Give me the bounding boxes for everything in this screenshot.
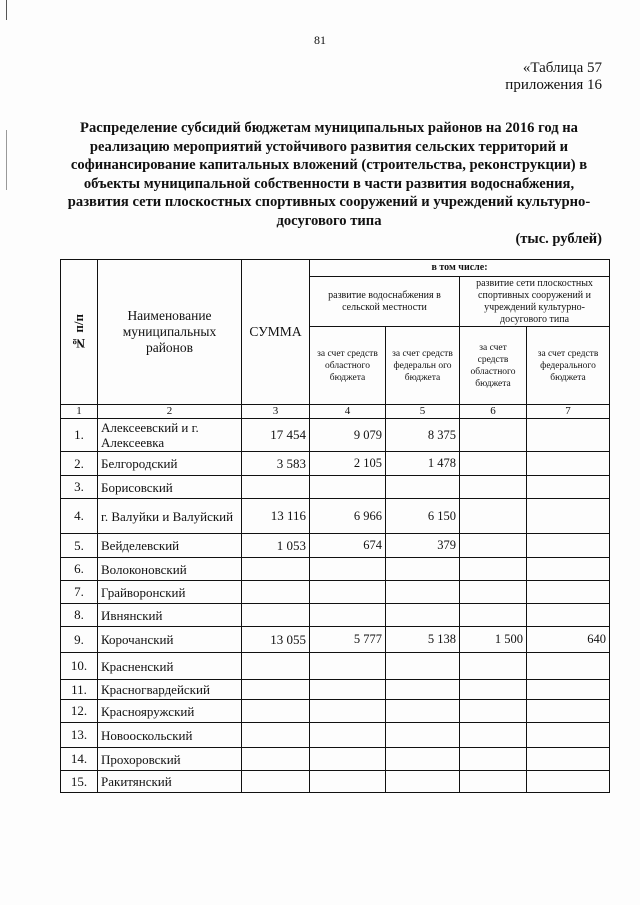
header-including: в том числе: (310, 260, 610, 277)
sports-regional-value (460, 653, 527, 680)
row-number: 15. (61, 771, 98, 793)
table-row (61, 653, 610, 680)
district-name: Грайворонский (98, 581, 242, 604)
district-name: Корочанский (98, 627, 242, 653)
sports-regional-value (460, 499, 527, 534)
column-number: 3 (242, 405, 310, 419)
table-row (61, 604, 610, 627)
water-federal-value (386, 604, 460, 627)
district-name: Красногвардейский (98, 680, 242, 700)
sum-value: 13 116 (242, 499, 310, 534)
column-number: 6 (460, 405, 527, 419)
table-reference-line1: «Таблица 57 (522, 60, 602, 76)
water-federal-value (386, 700, 460, 723)
water-regional-value (310, 723, 386, 748)
header-regional-budget: за счет средств областного бюджета (460, 327, 527, 405)
district-name: Ивнянский (98, 604, 242, 627)
district-name: Ракитянский (98, 771, 242, 793)
water-federal-value (386, 771, 460, 793)
sports-regional-value (460, 723, 527, 748)
row-number: 1. (61, 419, 98, 452)
table-row (61, 534, 610, 558)
water-federal-value: 8 375 (386, 419, 460, 452)
table-row (61, 452, 610, 476)
table-row (61, 419, 610, 452)
table-row (61, 476, 610, 499)
water-regional-value (310, 771, 386, 793)
sports-federal-value (527, 419, 610, 452)
scan-edge-mark (6, 130, 7, 190)
header-federal-budget: за счет средств федеральн ого бюджета (386, 327, 460, 405)
sum-value (242, 558, 310, 581)
column-number: 5 (386, 405, 460, 419)
sum-value: 1 053 (242, 534, 310, 558)
header-sports-culture: развитие сети плоскостных спортивных сооружений и учреждений культурно-досугового типа (460, 277, 610, 327)
district-name: Красненский (98, 653, 242, 680)
district-name: Борисовский (98, 476, 242, 499)
water-federal-value (386, 558, 460, 581)
water-federal-value (386, 581, 460, 604)
units-label: (тыс. рублей) (515, 231, 602, 247)
row-number: 8. (61, 604, 98, 627)
table-row (61, 581, 610, 604)
page-number: 81 (314, 33, 326, 47)
water-regional-value (310, 581, 386, 604)
row-number: 4. (61, 499, 98, 534)
district-name: Новооскольский (98, 723, 242, 748)
water-regional-value: 6 966 (310, 499, 386, 534)
district-name: Алексеевский и г. Алексеевка (98, 419, 242, 452)
row-number: 10. (61, 653, 98, 680)
sports-federal-value (527, 700, 610, 723)
water-federal-value: 379 (386, 534, 460, 558)
sum-value (242, 723, 310, 748)
water-federal-value (386, 680, 460, 700)
water-federal-value (386, 653, 460, 680)
header-regional-budget: за счет средств областного бюджета (310, 327, 386, 405)
district-name: Волоконовский (98, 558, 242, 581)
sports-regional-value (460, 476, 527, 499)
sports-regional-value: 1 500 (460, 627, 527, 653)
sum-value (242, 771, 310, 793)
sum-value: 17 454 (242, 419, 310, 452)
sum-value (242, 700, 310, 723)
water-federal-value (386, 723, 460, 748)
sports-regional-value (460, 558, 527, 581)
header-row-number: № п/п (61, 260, 98, 405)
table-row (61, 771, 610, 793)
sports-federal-value (527, 723, 610, 748)
sports-federal-value (527, 558, 610, 581)
table-reference (505, 60, 602, 94)
subsidy-table (60, 259, 610, 793)
row-number: 9. (61, 627, 98, 653)
water-regional-value (310, 748, 386, 771)
district-name: Вейделевский (98, 534, 242, 558)
sports-federal-value (527, 452, 610, 476)
sports-regional-value (460, 452, 527, 476)
sum-value (242, 604, 310, 627)
table-row (61, 723, 610, 748)
sports-regional-value (460, 771, 527, 793)
row-number: 7. (61, 581, 98, 604)
sports-federal-value (527, 653, 610, 680)
sum-value (242, 581, 310, 604)
table-row (61, 627, 610, 653)
water-federal-value (386, 748, 460, 771)
sports-regional-value (460, 534, 527, 558)
row-number: 12. (61, 700, 98, 723)
district-name: Краснояружский (98, 700, 242, 723)
row-number: 5. (61, 534, 98, 558)
water-regional-value (310, 700, 386, 723)
sports-regional-value (460, 604, 527, 627)
sports-regional-value (460, 680, 527, 700)
column-number: 4 (310, 405, 386, 419)
column-number: 2 (98, 405, 242, 419)
table-row (61, 499, 610, 534)
sports-federal-value (527, 604, 610, 627)
water-federal-value: 5 138 (386, 627, 460, 653)
sports-regional-value (460, 700, 527, 723)
sports-federal-value (527, 534, 610, 558)
water-regional-value (310, 680, 386, 700)
district-name: Белгородский (98, 452, 242, 476)
sports-regional-value (460, 748, 527, 771)
column-number: 7 (527, 405, 610, 419)
sports-regional-value (460, 581, 527, 604)
row-number: 13. (61, 723, 98, 748)
water-regional-value: 9 079 (310, 419, 386, 452)
water-regional-value: 2 105 (310, 452, 386, 476)
document-title: Распределение субсидий бюджетам муниципальных районов на 2016 год на реализацию мероприятий устойчивого развития сельских территорий и софинансирование капитальных вложений (строительства, реконструкции) в объекты муниципальной собственности в части развития водоснабжения, развития сети плоскостных спортивных сооружений и учреждений культурно-досугового типа (67, 120, 591, 229)
sports-federal-value (527, 476, 610, 499)
row-number: 3. (61, 476, 98, 499)
district-name: Прохоровский (98, 748, 242, 771)
water-regional-value (310, 558, 386, 581)
water-federal-value: 6 150 (386, 499, 460, 534)
column-number: 1 (61, 405, 98, 419)
sports-federal-value (527, 499, 610, 534)
water-regional-value (310, 476, 386, 499)
sum-value: 3 583 (242, 452, 310, 476)
sports-regional-value (460, 419, 527, 452)
sports-federal-value (527, 748, 610, 771)
header-water-supply: развитие водоснабжения в сельской местности (310, 277, 460, 327)
sum-value (242, 680, 310, 700)
header-federal-budget: за счет средств федерального бюджета (527, 327, 610, 405)
water-federal-value: 1 478 (386, 452, 460, 476)
water-regional-value (310, 653, 386, 680)
row-number: 11. (61, 680, 98, 700)
sum-value (242, 748, 310, 771)
row-number: 6. (61, 558, 98, 581)
row-number: 14. (61, 748, 98, 771)
sports-federal-value: 640 (527, 627, 610, 653)
header-sum: СУММА (242, 260, 310, 405)
row-number: 2. (61, 452, 98, 476)
water-federal-value (386, 476, 460, 499)
table-row (61, 558, 610, 581)
sports-federal-value (527, 581, 610, 604)
district-name: г. Валуйки и Валуйский (98, 499, 242, 534)
table-reference-line2: приложения 16 (505, 77, 602, 93)
sum-value (242, 476, 310, 499)
header-district-name: Наименование муниципальных районов (98, 260, 242, 405)
water-regional-value: 5 777 (310, 627, 386, 653)
table-row (61, 680, 610, 700)
table-row (61, 748, 610, 771)
table-row (61, 700, 610, 723)
water-regional-value (310, 604, 386, 627)
sports-federal-value (527, 771, 610, 793)
sum-value: 13 055 (242, 627, 310, 653)
scan-edge-mark (6, 0, 7, 20)
water-regional-value: 674 (310, 534, 386, 558)
sum-value (242, 653, 310, 680)
sports-federal-value (527, 680, 610, 700)
